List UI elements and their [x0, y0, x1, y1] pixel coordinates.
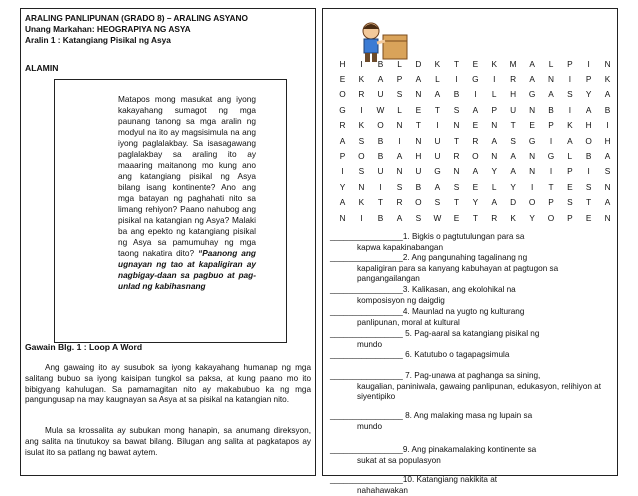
grid-letter[interactable]: K [434, 58, 441, 69]
right-page [322, 8, 618, 495]
grid-letter[interactable]: P [339, 151, 346, 162]
grid-letter[interactable]: I [436, 120, 439, 131]
grid-row [333, 148, 617, 163]
grid-letter[interactable]: W [433, 212, 442, 223]
grid-row [333, 195, 617, 210]
question-item [330, 411, 614, 432]
grid-letter[interactable]: N [548, 74, 555, 85]
grid-letter[interactable]: H [604, 135, 611, 146]
grid-row [333, 71, 617, 86]
grid-letter[interactable]: U [434, 151, 441, 162]
grid-letter[interactable]: S [604, 166, 611, 177]
grid-letter[interactable]: K [604, 74, 611, 85]
question-item [330, 253, 614, 285]
grid-letter[interactable]: I [379, 181, 382, 192]
grid-letter[interactable]: L [397, 104, 402, 115]
question-text: ________________ 5. Pag-aaral sa katangiang pisikal ng [330, 329, 540, 338]
grid-letter[interactable]: I [474, 89, 477, 100]
grid-letter[interactable]: E [453, 212, 460, 223]
grid-letter[interactable]: U [415, 166, 422, 177]
grid-letter[interactable]: K [510, 212, 516, 223]
grid-letter[interactable]: A [377, 74, 384, 85]
grid-letter[interactable]: A [339, 197, 346, 208]
grid-letter[interactable]: G [434, 166, 441, 177]
intro-body: Matapos mong masukat ang iyong kakayahang sumagot ng mga paunang tanong sa mga aralin ng modyul na ito ay magsisimula na ang iyong paglalakbay. Sa isasagawang paglalakbay sa araling ito ay maaaring maitanong mo kung ano ang katangiang pisikal ng Asya bilang isang kontinente? Ano ang mga batayan ng paghahati nito sa limang rehiyon? Paano nahubog ang pisikal na katangian ng Asya? Malaki ba ang epekto ng katangiang pisikal ng Asya sa pamumuhay ng mga taong nakatira dito? [118, 94, 256, 258]
grid-letter[interactable]: N [529, 104, 536, 115]
grid-letter[interactable]: P [491, 104, 497, 115]
grid-letter[interactable]: E [415, 104, 422, 115]
instruction-paragraph-1: Ang gawaing ito ay susubok sa iyong kakayahang humanap ng mga salitang bubuo sa iyong kaisipan tungkol sa paksa, at kung paano mo ito bibigyang kahulugan. Sa pamamagitan nito ay makabubuo ka ng mga pangungusap na may kaugnayan sa Asya at sa pisikal na katangian nito. [25, 363, 311, 405]
grid-letter[interactable]: E [567, 181, 573, 192]
grid-letter[interactable]: I [398, 135, 401, 146]
grid-letter[interactable]: I [455, 74, 458, 85]
grid-letter[interactable]: S [358, 166, 365, 177]
grid-letter[interactable]: I [568, 74, 571, 85]
grid-letter[interactable]: A [604, 197, 611, 208]
grid-letter[interactable]: L [567, 151, 573, 162]
question-text: ________________4. Maunlad na yugto ng kulturang [330, 307, 525, 316]
question-continuation: panlipunan, moral at kultural [357, 317, 460, 327]
grid-letter[interactable]: S [415, 212, 422, 223]
grid-letter[interactable]: R [453, 151, 460, 162]
grid-letter[interactable]: A [434, 181, 441, 192]
grid-letter[interactable]: A [548, 89, 554, 100]
grid-row [333, 179, 617, 194]
grid-letter[interactable]: B [377, 58, 384, 69]
grid-letter[interactable]: A [491, 197, 497, 208]
grid-letter[interactable]: W [376, 104, 385, 115]
grid-letter[interactable]: Y [510, 181, 516, 192]
grid-letter[interactable]: I [360, 212, 363, 223]
grid-letter[interactable]: T [415, 120, 421, 131]
question-continuation: komposisyon ng daigdig [357, 295, 445, 305]
question-continuation: kapwa kapakinabangan [357, 242, 444, 252]
grid-letter[interactable]: A [339, 135, 346, 146]
grid-letter[interactable]: S [396, 181, 403, 192]
grid-letter[interactable]: Y [491, 166, 497, 177]
grid-letter[interactable]: A [510, 166, 516, 177]
grid-letter[interactable]: K [358, 197, 365, 208]
grid-letter[interactable]: P [396, 74, 403, 85]
question-item [330, 307, 614, 328]
grid-row [333, 164, 617, 179]
grid-letter[interactable]: A [396, 151, 403, 162]
grid-letter[interactable]: N [529, 166, 536, 177]
question-text: ________________3. Kalikasan, ang ekolohikal na [330, 285, 516, 294]
grid-letter[interactable]: A [585, 104, 592, 115]
grid-row [333, 210, 617, 225]
grid-letter[interactable]: S [434, 197, 441, 208]
grid-letter[interactable]: E [472, 120, 479, 131]
grid-letter[interactable]: N [453, 166, 460, 177]
grid-letter[interactable]: L [491, 89, 497, 100]
question-item [330, 371, 614, 403]
grid-letter[interactable]: I [549, 166, 553, 177]
grid-letter[interactable]: I [493, 74, 496, 85]
grid-letter[interactable]: U [377, 166, 384, 177]
grid-letter[interactable]: T [434, 104, 440, 115]
grid-letter[interactable]: O [472, 151, 479, 162]
grid-letter[interactable]: O [585, 135, 592, 146]
grid-letter[interactable]: N [396, 166, 403, 177]
grid-letter[interactable]: H [415, 151, 422, 162]
grid-letter[interactable]: T [453, 197, 460, 208]
grid-letter[interactable]: B [453, 89, 460, 100]
question-item [330, 285, 614, 306]
alamin-heading: ALAMIN [25, 63, 59, 73]
grid-letter[interactable]: S [567, 89, 573, 100]
grid-letter[interactable]: A [604, 151, 611, 162]
word-search-grid [333, 56, 617, 225]
grid-letter[interactable]: H [510, 89, 517, 100]
grid-letter[interactable]: K [358, 74, 365, 85]
grid-letter[interactable]: S [585, 181, 592, 192]
grid-letter[interactable]: R [396, 197, 403, 208]
question-text: ________________ 6. Katutubo o tagapagsimula [330, 350, 510, 359]
grid-letter[interactable]: A [396, 212, 403, 223]
grid-letter[interactable]: B [415, 181, 422, 192]
grid-letter[interactable]: E [529, 120, 535, 131]
grid-row [333, 56, 617, 71]
question-text: ________________10. Katangiang nakikita at [330, 475, 498, 484]
question-text: ________________9. Ang pinakamalaking kontinente sa [330, 445, 537, 454]
grid-letter[interactable]: H [585, 120, 592, 131]
grid-letter[interactable]: E [472, 58, 479, 69]
grid-letter[interactable]: I [549, 135, 553, 146]
instruction-paragraph-2: Mula sa krossalita ay subukan mong hanapin, sa anumang direksyon, ang salita na tinutukoy sa bawat bilang. Bilugan ang salita at pagkatapos ay isulat ito sa patlang ng bawat aytem. [25, 426, 311, 457]
intro-emphasis: “Paanong ang ugnayan ng tao at kapaligiran ay nagbigay-daan sa pagbuo at pag-unlad ng kabihasnang [118, 248, 256, 291]
grid-letter[interactable]: T [453, 58, 460, 69]
grid-letter[interactable]: L [435, 74, 440, 85]
gawain-title: Gawain Blg. 1 : Loop A Word [25, 342, 143, 352]
grid-row [333, 118, 617, 133]
grid-letter[interactable]: U [434, 135, 441, 146]
question-continuation: kapaligiran para sa kanyang kabuhayan at pagtugon sa pangangailangan [357, 263, 559, 284]
grid-letter[interactable]: K [567, 120, 573, 131]
question-item [330, 350, 614, 361]
question-text: ________________1. Bigkis o pagtutulungan para sa [330, 232, 525, 241]
grid-letter[interactable]: A [529, 58, 535, 69]
grid-letter[interactable]: Y [529, 212, 535, 223]
grid-letter[interactable]: H [339, 58, 346, 69]
grid-letter[interactable]: A [472, 104, 479, 115]
grid-letter[interactable]: E [585, 212, 592, 223]
grid-letter[interactable]: S [453, 181, 460, 192]
grid-letter[interactable]: E [339, 74, 346, 85]
subject-title: ARALING PANLIPUNAN (GRADO 8) – ARALING ASYANO [25, 13, 248, 23]
grid-letter[interactable]: R [510, 74, 517, 85]
grid-letter[interactable]: N [415, 89, 422, 100]
grid-letter[interactable]: G [472, 74, 479, 85]
grid-letter[interactable]: A [510, 151, 516, 162]
grid-letter[interactable]: K [358, 120, 365, 131]
grid-letter[interactable]: B [377, 135, 384, 146]
grid-letter[interactable]: N [453, 120, 460, 131]
grid-letter[interactable]: B [604, 104, 611, 115]
grid-letter[interactable]: K [491, 58, 497, 69]
question-continuation: mundo [357, 421, 383, 431]
grid-letter[interactable]: B [548, 104, 554, 115]
grid-letter[interactable]: O [339, 89, 346, 100]
grid-letter[interactable]: O [377, 120, 384, 131]
grid-letter[interactable]: A [529, 74, 535, 85]
grid-letter[interactable]: L [548, 58, 554, 69]
grid-row [333, 133, 617, 148]
grid-letter[interactable]: Y [339, 181, 346, 192]
grid-letter[interactable]: S [358, 135, 365, 146]
grid-letter[interactable]: I [341, 166, 344, 177]
grid-letter[interactable]: I [530, 181, 534, 192]
grid-letter[interactable]: O [528, 197, 536, 208]
grid-letter[interactable]: E [472, 181, 479, 192]
grid-letter[interactable]: G [528, 89, 536, 100]
grid-letter[interactable]: B [377, 212, 384, 223]
grid-letter[interactable]: I [587, 166, 590, 177]
grid-letter[interactable]: A [434, 89, 441, 100]
grid-letter[interactable]: S [567, 197, 573, 208]
grid-letter[interactable]: I [587, 58, 590, 69]
grid-letter[interactable]: N [604, 181, 611, 192]
grid-letter[interactable]: I [360, 104, 363, 115]
grid-letter[interactable]: U [377, 89, 384, 100]
grid-letter[interactable]: T [377, 197, 383, 208]
question-continuation: nahahawakan [357, 485, 408, 495]
grid-letter[interactable]: R [491, 212, 498, 223]
grid-letter[interactable]: P [567, 212, 573, 223]
question-text: ________________ 8. Ang malaking masa ng lupain sa [330, 411, 533, 420]
grid-letter[interactable]: O [358, 151, 365, 162]
question-text: ________________ 7. Pag-unawa at paghanga sa sining, [330, 371, 541, 380]
grid-letter[interactable]: N [415, 135, 422, 146]
grid-row [333, 87, 617, 102]
grid-letter[interactable]: N [339, 212, 346, 223]
lesson-title: Aralin 1 : Katangiang Pisikal ng Asya [25, 35, 171, 45]
grid-letter[interactable]: N [491, 151, 498, 162]
grid-letter[interactable]: Y [472, 197, 479, 208]
grid-letter[interactable]: R [472, 135, 479, 146]
grid-letter[interactable]: T [453, 135, 460, 146]
grid-letter[interactable]: T [548, 181, 554, 192]
grid-letter[interactable]: P [548, 120, 554, 131]
question-item [330, 232, 614, 253]
grid-letter[interactable]: N [491, 120, 498, 131]
grid-letter[interactable]: A [604, 89, 611, 100]
question-item [330, 329, 614, 350]
grid-letter[interactable]: N [604, 58, 611, 69]
grid-letter[interactable]: A [567, 135, 573, 146]
grid-letter[interactable]: A [415, 74, 422, 85]
header-block [25, 13, 248, 46]
grid-letter[interactable]: Y [585, 89, 592, 100]
question-continuation: mundo [357, 339, 383, 349]
grid-letter[interactable]: L [491, 181, 497, 192]
grid-letter[interactable]: P [548, 197, 554, 208]
grid-letter[interactable]: D [415, 58, 422, 69]
grid-letter[interactable]: B [377, 151, 384, 162]
grid-letter[interactable]: R [358, 89, 365, 100]
grid-letter[interactable]: I [360, 58, 363, 69]
grid-letter[interactable]: N [604, 212, 611, 223]
grid-letter[interactable]: O [415, 197, 422, 208]
grid-letter[interactable]: B [585, 151, 592, 162]
grid-letter[interactable]: G [339, 104, 346, 115]
grid-letter[interactable]: R [339, 120, 346, 131]
grid-letter[interactable]: P [567, 166, 573, 177]
grid-letter[interactable]: T [472, 212, 478, 223]
grid-letter[interactable]: I [606, 120, 609, 131]
grid-letter[interactable]: T [510, 120, 516, 131]
intro-text [118, 94, 256, 292]
grid-letter[interactable]: A [491, 135, 497, 146]
grid-letter[interactable]: S [396, 89, 403, 100]
grid-letter[interactable]: N [358, 181, 365, 192]
grid-letter[interactable]: M [509, 58, 517, 69]
question-text: ________________2. Ang pangunahing tagalinang ng [330, 253, 528, 262]
grid-letter[interactable]: G [528, 135, 536, 146]
grid-letter[interactable]: S [453, 104, 460, 115]
grid-letter[interactable]: I [568, 104, 571, 115]
quarter-title: Unang Markahan: HEOGRAPIYA NG ASYA [25, 24, 191, 34]
grid-letter[interactable]: N [529, 151, 536, 162]
grid-letter[interactable]: P [567, 58, 573, 69]
grid-letter[interactable]: U [510, 104, 517, 115]
question-continuation: kaugalian, paniniwala, gawaing panlipunan, edukasyon, relihiyon at siyentipiko [357, 381, 601, 402]
grid-row [333, 102, 617, 117]
grid-letter[interactable]: P [585, 74, 592, 85]
grid-letter[interactable]: T [586, 197, 592, 208]
question-item [330, 445, 614, 466]
grid-letter[interactable]: A [472, 166, 479, 177]
grid-letter[interactable]: D [510, 197, 517, 208]
grid-letter[interactable]: O [547, 212, 555, 223]
question-continuation: sukat at sa populasyon [357, 455, 441, 465]
grid-letter[interactable]: S [510, 135, 516, 146]
grid-letter[interactable]: L [397, 58, 402, 69]
grid-letter[interactable]: G [547, 151, 555, 162]
grid-letter[interactable]: N [396, 120, 403, 131]
